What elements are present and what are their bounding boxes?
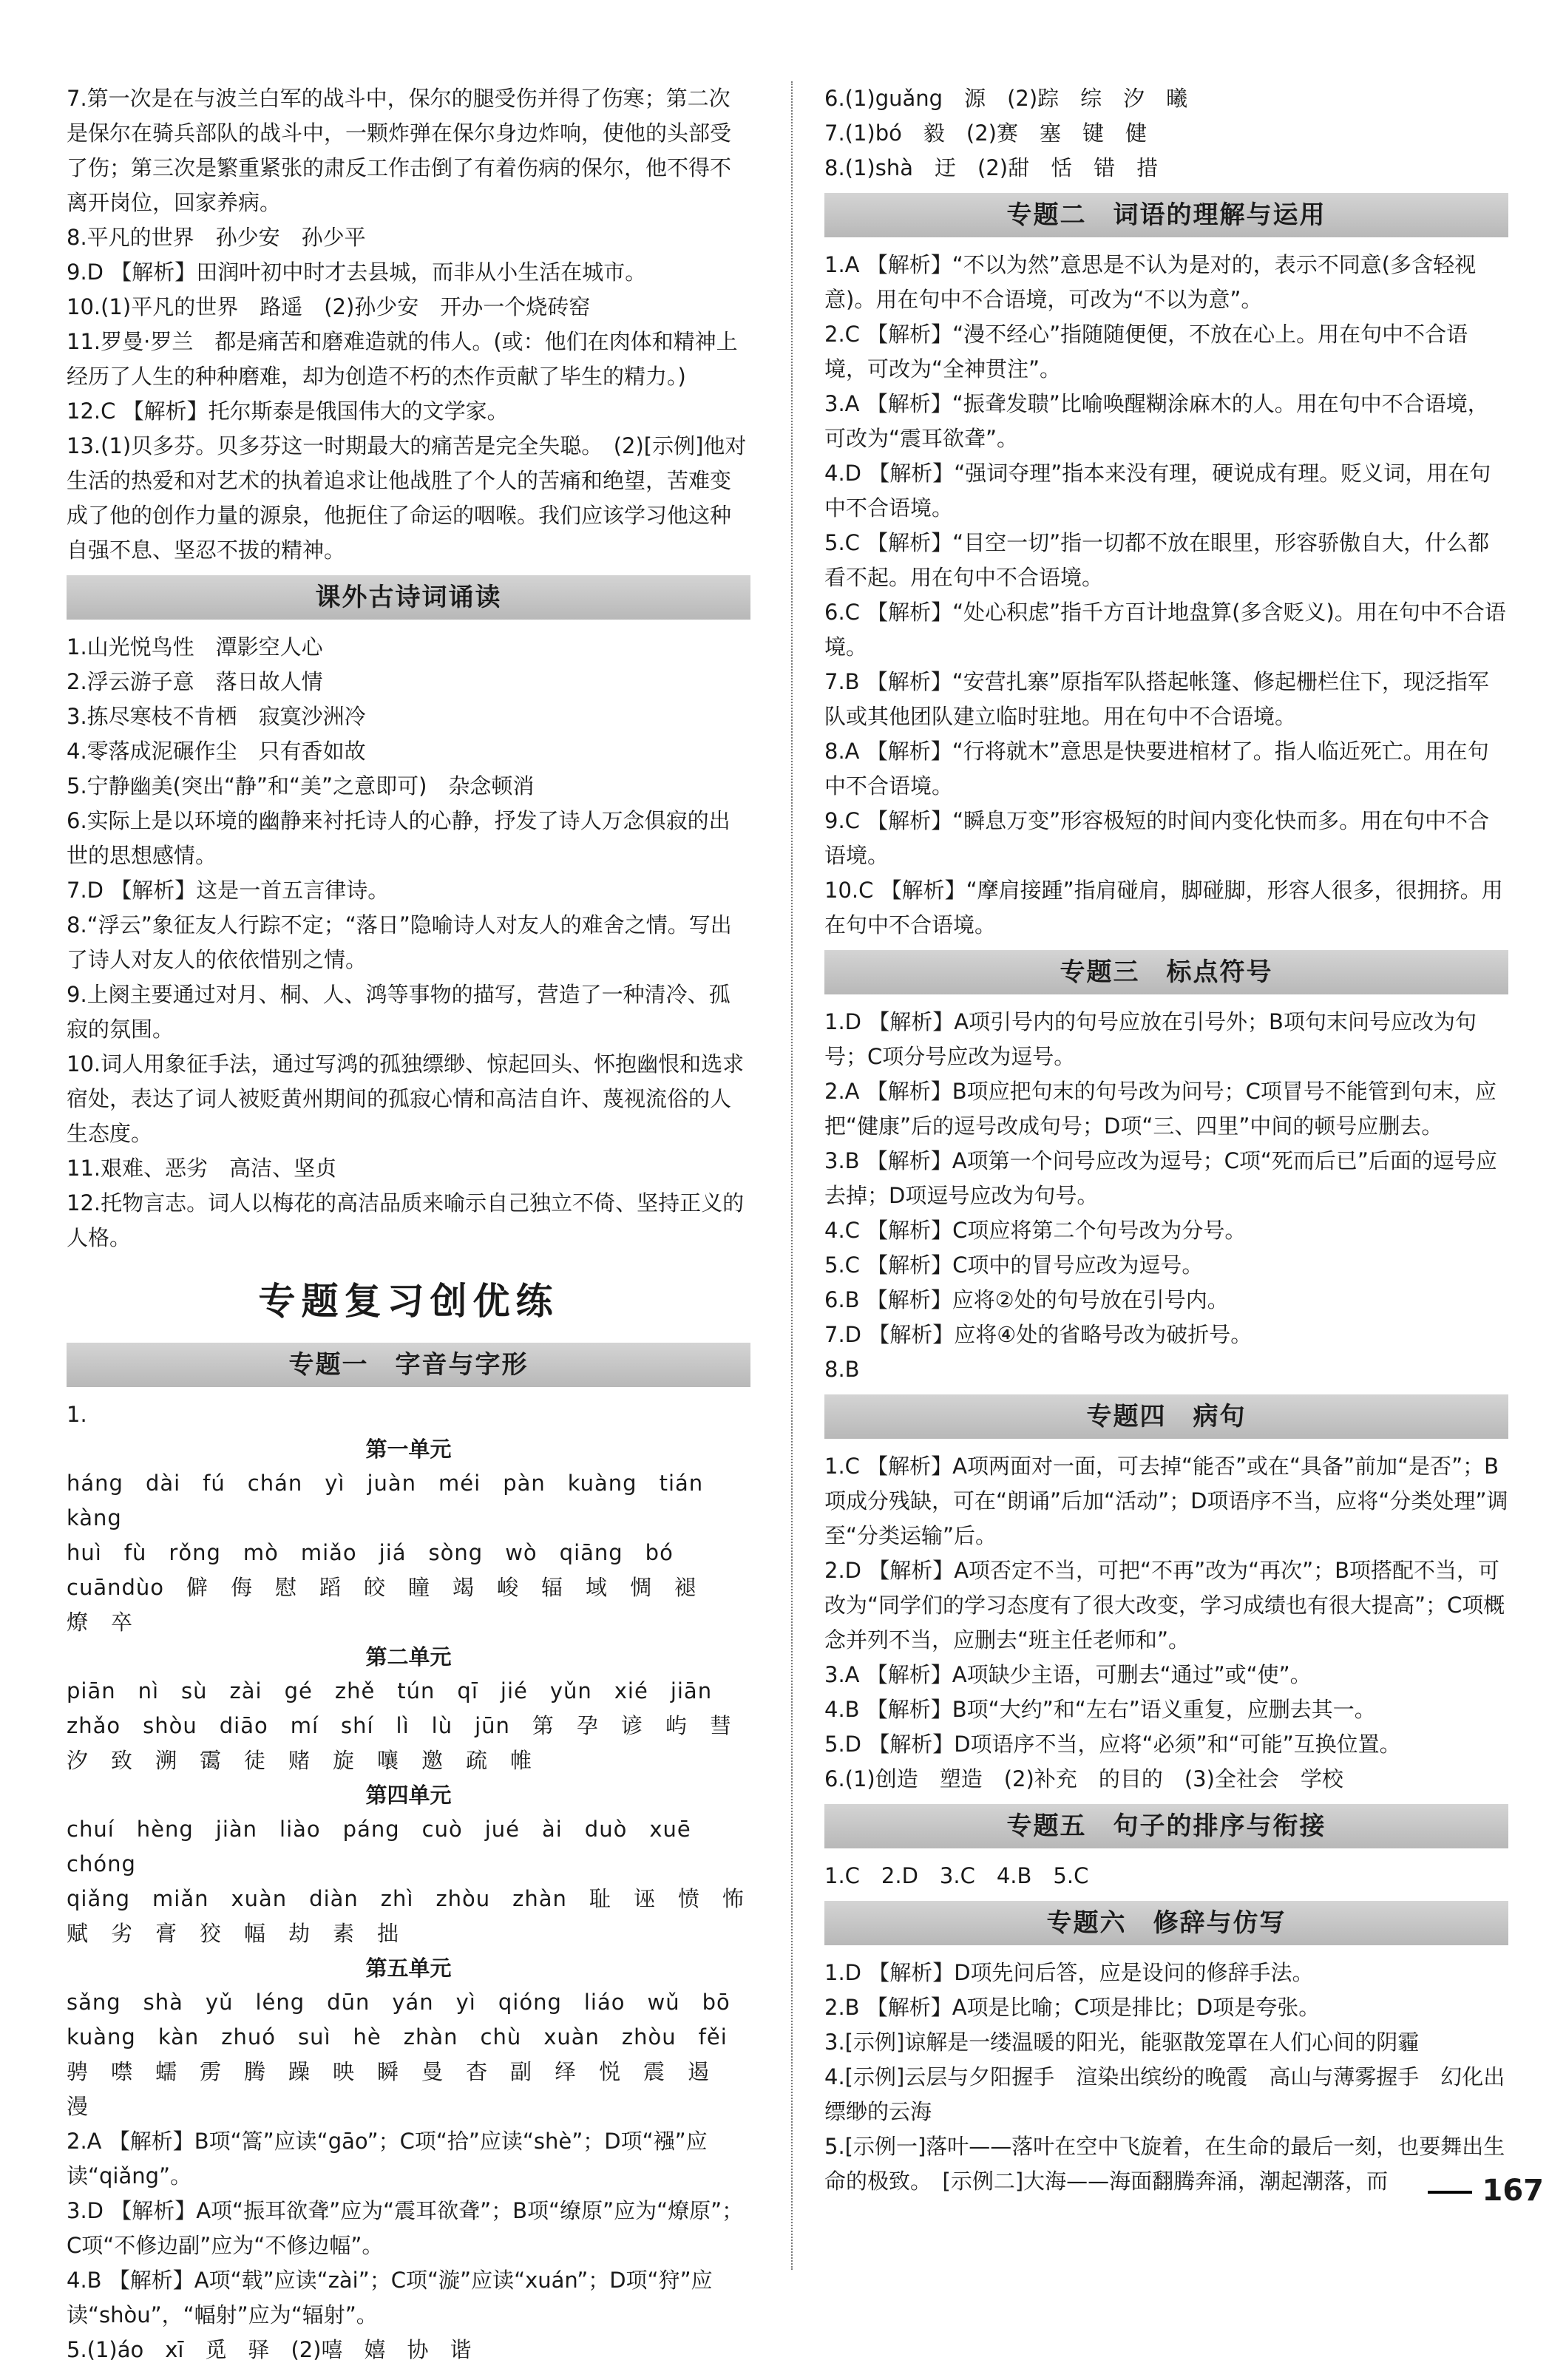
topic-3-answer: 5.C 【解析】C项中的冒号应改为逗号。 <box>824 1252 1204 1278</box>
answer-11: 11.罗曼·罗兰 都是痛苦和磨难造就的伟人。(或：他们在肉体和精神上经历了人生的种种磨难，却为创造不朽的杰作贡献了毕生的精力。) <box>67 329 738 389</box>
section-header-topic-4: 专题四 病句 <box>824 1394 1508 1439</box>
topic-1-answer: 6.(1)guǎng 源 (2)踪 综 汐 曦 <box>824 86 1188 111</box>
topic-2-answers <box>824 248 1508 943</box>
topic-2-answer: 9.C 【解析】“瞬息万变”形容极短的时间内变化快而多。用在句中不合语境。 <box>824 808 1490 868</box>
poetry-answer: 6.实际上是以环境的幽静来衬托诗人的心静，抒发了诗人万念俱寂的出世的思想感情。 <box>67 808 731 868</box>
topic-2-answer: 3.A 【解析】“振聋发聩”比喻唤醒糊涂麻木的人。用在句中不合语境，可改为“震耳欲聋”。 <box>824 391 1489 451</box>
unit-2-line: zhǎo shòu diāo mí shí lì lù jūn 第 孕 谚 屿 彗 <box>67 1713 732 1738</box>
topic-2-answer: 10.C 【解析】“摩肩接踵”指肩碰肩，脚碰脚，形容人很多，很拥挤。用在句中不合语境。 <box>824 878 1503 938</box>
section-header-topic-3: 专题三 标点符号 <box>824 950 1508 994</box>
topic-2-answer: 8.A 【解析】“行将就木”意思是快要进棺材了。指人临近死亡。用在句中不合语境。 <box>824 739 1489 799</box>
answer-7: 7.第一次是在与波兰白军的战斗中，保尔的腿受伤并得了伤寒；第二次是保尔在骑兵部队的战斗中，一颗炸弹在保尔身边炸响，使他的头部受了伤；第三次是繁重紧张的肃反工作击倒了有着伤病的保尔，他不得不离开岗位，回家养病。 <box>67 86 732 215</box>
page-footer <box>1428 2174 1545 2208</box>
topic-3-answer: 1.D 【解析】A项引号内的句号应放在引号外；B项句末问号应改为句号；C项分号应改为逗号。 <box>824 1009 1477 1069</box>
topic-2-answer: 7.B 【解析】“安营扎寨”原指军队搭起帐篷、修起栅栏住下，现泛指军队或其他团队建立临时驻地。用在句中不合语境。 <box>824 669 1489 729</box>
unit-5-line: 骋 噤 蠕 雳 腾 躁 映 瞬 曼 杳 副 绎 悦 震 遏 漫 <box>67 2059 733 2119</box>
column-divider <box>791 81 793 2270</box>
poetry-answer: 4.零落成泥碾作尘 只有香如故 <box>67 739 366 764</box>
section-header-poetry: 课外古诗词诵读 <box>67 575 750 620</box>
page-number: 167 <box>1482 2174 1544 2208</box>
topic-4-answer: 6.(1)创造 塑造 (2)补充 的目的 (3)全社会 学校 <box>824 1766 1343 1791</box>
poetry-answer: 3.拣尽寒枝不肯栖 寂寞沙洲冷 <box>67 704 366 729</box>
section-header-topic-5: 专题五 句子的排序与衔接 <box>824 1804 1508 1848</box>
topic-3-answer: 7.D 【解析】应将④处的省略号改为破折号。 <box>824 1322 1253 1347</box>
answer-8: 8.平凡的世界 孙少安 孙少平 <box>67 225 366 250</box>
unit-1-line: cuāndùo 僻 侮 慰 蹈 皎 瞳 竭 峻 辐 域 惆 褪 <box>67 1575 697 1600</box>
poetry-answer: 10.词人用象征手法，通过写鸿的孤独缥缈、惊起回头、怀抱幽恨和选求宿处，表达了词人被贬黄州期间的孤寂心情和高洁自许、蔑视流俗的人生态度。 <box>67 1051 745 1146</box>
topic-4-answer: 1.C 【解析】A项两面对一面，可去掉“能否”或在“具备”前加“是否”；B项成分残缺，可在“朗诵”后加“活动”；D项语序不当，应将“分类处理”调至“分类运输”后。 <box>824 1454 1508 1548</box>
topic-6-answer: 5.[示例一]落叶——落叶在空中飞旋着，在生命的最后一刻，也要舞出生命的极致。 [示例二]大海——海面翻腾奔涌，潮起潮落，而 <box>824 2134 1505 2194</box>
topic-4-answers <box>824 1449 1508 1797</box>
poetry-answer: 9.上阕主要通过对月、桐、人、鸿等事物的描写，营造了一种清冷、孤寂的氛围。 <box>67 982 731 1042</box>
answer-10: 10.(1)平凡的世界 路遥 (2)孙少安 开办一个烧砖窑 <box>67 294 591 319</box>
answer-9: 9.D 【解析】田润叶初中时才去县城，而非从小生活在城市。 <box>67 260 647 285</box>
topic-2-answer: 4.D 【解析】“强词夺理”指本来没有理，硬说成有理。贬义词，用在句中不合语境。 <box>824 461 1491 521</box>
topic-3-answers <box>824 1005 1508 1387</box>
topic-6-answer: 4.[示例]云层与夕阳握手 渲染出缤纷的晚霞 高山与薄雾握手 幻化出缥缈的云海 <box>824 2064 1505 2124</box>
unit-1-line: háng dài fú chán yì juàn méi pàn kuàng tián kàng <box>67 1471 726 1530</box>
topic-1-answer: 8.(1)shà 迂 (2)甜 恬 错 措 <box>824 155 1159 180</box>
topic-5-answers <box>824 1859 1508 1894</box>
topic-2-answer: 5.C 【解析】“目空一切”指一切都不放在眼里，形容骄傲自大，什么都看不起。用在句中不合语境。 <box>824 530 1490 590</box>
poetry-answer: 7.D 【解析】这是一首五言律诗。 <box>67 878 390 903</box>
topic-1-answer: 2.A 【解析】B项“篙”应读“gāo”；C项“拾”应读“shè”；D项“襁”应读“qiǎng”。 <box>67 2129 708 2189</box>
unit-4-line: qiǎng miǎn xuàn diàn zhì zhòu zhàn 耻 诬 愤 怖 <box>67 1886 745 1911</box>
poetry-answer: 12.托物言志。词人以梅花的高洁品质来喻示自己独立不倚、坚持正义的人格。 <box>67 1190 745 1250</box>
chapter-title: 专题复习创优练 <box>258 1280 559 1323</box>
unit-2-line: 汐 致 溯 霭 徒 赌 旋 嚷 邀 疏 帷 <box>67 1748 533 1773</box>
unit-4-heading: 第四单元 <box>365 1783 452 1808</box>
topic-4-answer: 3.A 【解析】A项缺少主语，可删去“通过”或“使”。 <box>824 1662 1312 1687</box>
footer-rule <box>1428 2191 1472 2194</box>
unit-2-heading: 第二单元 <box>365 1644 452 1669</box>
topic-3-answer: 8.B <box>824 1357 860 1382</box>
poetry-answer: 11.艰难、恶劣 高洁、坚贞 <box>67 1156 337 1181</box>
topic-3-answer: 6.B 【解析】应将②处的句号放在引号内。 <box>824 1287 1229 1312</box>
unit-1-line: 燎 卒 <box>67 1610 134 1635</box>
answer-12: 12.C 【解析】托尔斯泰是俄国伟大的文学家。 <box>67 399 509 424</box>
unit-4-line: chuí hèng jiàn liào páng cuò jué ài duò xuē chóng <box>67 1817 713 1876</box>
unit-5-line: kuàng kàn zhuó suì hè zhàn chù xuàn zhòu fěi <box>67 2024 728 2050</box>
poetry-answer: 5.宁静幽美(突出“静”和“美”之意即可) 杂念顿消 <box>67 773 535 799</box>
novel-answers <box>67 81 750 568</box>
left-column <box>67 81 750 2367</box>
poetry-answer: 2.浮云游子意 落日故人情 <box>67 669 323 694</box>
topic-2-answer: 1.A 【解析】“不以为然”意思是不认为是对的，表示不同意(多含轻视意)。用在句中不合语境，可改为“不以为意”。 <box>824 252 1477 312</box>
topic-5-answer: 1.C 2.D 3.C 4.B 5.C <box>824 1863 1089 1888</box>
topic-1-answers-cont <box>824 81 1508 186</box>
unit-4-line: 赋 劣 膏 狡 幅 劫 素 拙 <box>67 1921 400 1946</box>
section-header-topic-6: 专题六 修辞与仿写 <box>824 1901 1508 1945</box>
topic-1-answers <box>67 2124 750 2367</box>
topic-3-answer: 3.B 【解析】A项第一个问号应改为逗号；C项“死而后已”后面的逗号应去掉；D项逗号应改为句号。 <box>824 1148 1497 1208</box>
topic-1-answer: 7.(1)bó 毅 (2)赛 塞 键 健 <box>824 121 1147 146</box>
topic-4-answer: 5.D 【解析】D项语序不当，应将“必须”和“可能”互换位置。 <box>824 1732 1401 1757</box>
poetry-answers <box>67 630 750 1255</box>
topic-6-answers <box>824 1956 1508 2199</box>
topic-6-answer: 2.B 【解析】A项是比喻；C项是排比；D项是夸张。 <box>824 1995 1321 2020</box>
topic-3-answer: 2.A 【解析】B项应把句末的句号改为问号；C项冒号不能管到句末，应把“健康”后的逗号改成句号；D项“三、四里”中间的顿号应删去。 <box>824 1079 1496 1139</box>
topic-6-answer: 1.D 【解析】D项先问后答，应是设问的修辞手法。 <box>824 1960 1314 1985</box>
topic-4-answer: 4.B 【解析】B项“大约”和“左右”语义重复，应删去其一。 <box>824 1697 1376 1722</box>
topic-2-answer: 6.C 【解析】“处心积虑”指千方百计地盘算(多含贬义)。用在句中不合语境。 <box>824 600 1506 660</box>
unit-5-heading: 第五单元 <box>365 1956 452 1981</box>
section-header-topic-2: 专题二 词语的理解与运用 <box>824 193 1508 237</box>
question-1-label: 1. <box>67 1402 87 1427</box>
topic-3-answer: 4.C 【解析】C项应将第二个句号改为分号。 <box>824 1218 1247 1243</box>
topic-1-answer: 3.D 【解析】A项“振耳欲聋”应为“震耳欲聋”；B项“缭原”应为“燎原”；C项“不修边副”应为“不修边幅”。 <box>67 2198 744 2258</box>
unit-1-heading: 第一单元 <box>365 1437 452 1462</box>
unit-1-line: huì fù rǒng mò miǎo jiá sòng wò qiāng bó <box>67 1540 674 1565</box>
poetry-answer: 8.“浮云”象征友人行踪不定；“落日”隐喻诗人对友人的难舍之情。写出了诗人对友人的依依惜别之情。 <box>67 912 732 972</box>
topic-1-answer: 5.(1)áo xī 觅 驿 (2)嘻 嬉 协 谐 <box>67 2337 472 2362</box>
answer-13: 13.(1)贝多芬。贝多芬这一时期最大的痛苦是完全失聪。 (2)[示例]他对生活的热爱和对艺术的执着追求让他战胜了个人的苦痛和绝望，苦难变成了他的创作力量的源泉，他扼住了命运的咽喉。我们应该学习他这种自强不息、坚忍不拔的精神。 <box>67 433 747 563</box>
poetry-answer: 1.山光悦鸟性 潭影空人心 <box>67 634 323 660</box>
topic-2-answer: 2.C 【解析】“漫不经心”指随随便便，不放在心上。用在句中不合语境，可改为“全神贯注”。 <box>824 322 1468 382</box>
topic-6-answer: 3.[示例]谅解是一缕温暖的阳光，能驱散笼罩在人们心间的阴霾 <box>824 2030 1420 2055</box>
section-header-topic-1: 专题一 字音与字形 <box>67 1343 750 1387</box>
right-column <box>824 81 1508 2199</box>
unit-5-line: sǎng shà yǔ léng dūn yán yì qióng liáo wǔ bō <box>67 1990 731 2015</box>
topic-1-answer: 4.B 【解析】A项“载”应读“zài”；C项“漩”应读“xuán”；D项“狩”应读“shòu”，“幅射”应为“辐射”。 <box>67 2268 713 2328</box>
unit-2-line: piān nì sù zài gé zhě tún qī jié yǔn xié jiān <box>67 1678 713 1703</box>
topic-4-answer: 2.D 【解析】A项否定不当，可把“不再”改为“再次”；B项搭配不当，可改为“同学们的学习态度有了很大改变，学习成绩也有很大提高”；C项概念并列不当，应删去“班主任老师和”。 <box>824 1558 1505 1652</box>
